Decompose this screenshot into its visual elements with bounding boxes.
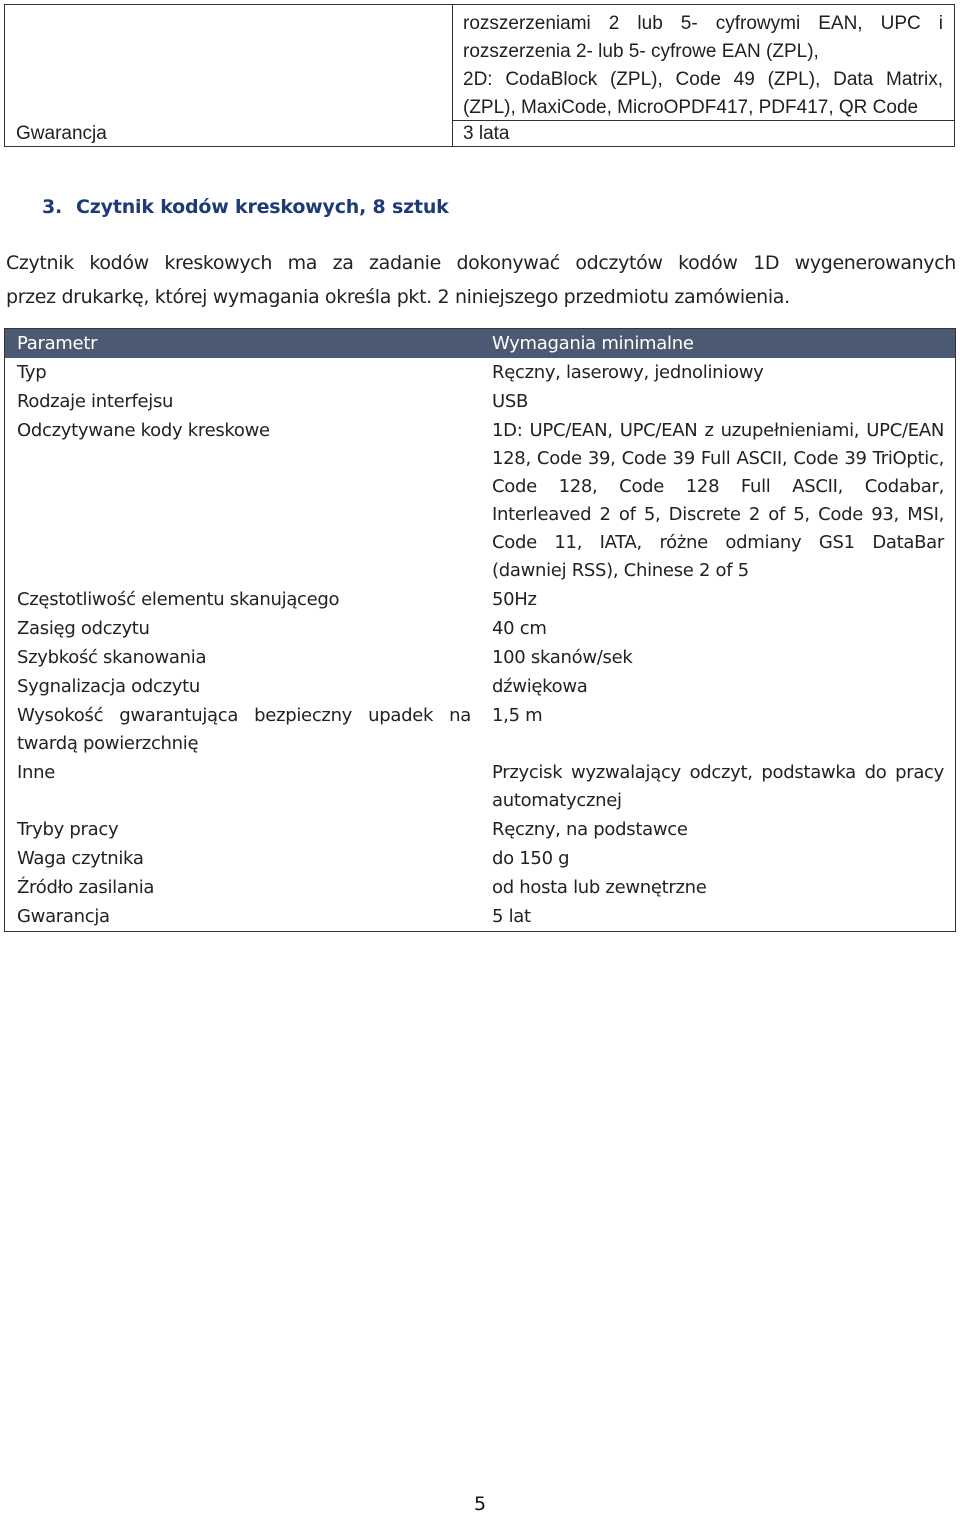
continuation-line: rozszerzeniami 2 lub 5- cyfrowymi EAN, UPC i: [463, 13, 943, 34]
table-header: [5, 329, 955, 358]
requirement-cell: Przycisk wyzwalający odczyt, podstawka do pracy automatycznej: [492, 762, 944, 811]
barcode-list-continuation: [463, 10, 943, 122]
requirement-cell: do 150 g: [492, 848, 570, 869]
intro-line: Czytnik kodów kreskowych ma za zadanie dokonywać odczytów kodów 1D wygenerowanych: [6, 252, 956, 274]
table-row: [5, 873, 955, 902]
continuation-line: 2D: CodaBlock (ZPL), Code 49 (ZPL), Data Matrix,: [463, 69, 943, 90]
table-row: [5, 672, 955, 701]
guarantee-label: Gwarancja: [16, 123, 107, 144]
param-cell: Gwarancja: [17, 906, 110, 927]
table-row: [5, 902, 955, 931]
guarantee-value: 3 lata: [463, 123, 510, 144]
requirement-cell: od hosta lub zewnętrzne: [492, 877, 707, 898]
param-cell: Źródło zasilania: [17, 877, 155, 898]
header-requirements: Wymagania minimalne: [492, 333, 694, 354]
requirement-cell: 40 cm: [492, 618, 547, 639]
param-cell: Tryby pracy: [17, 819, 119, 840]
param-cell: Szybkość skanowania: [17, 647, 207, 668]
requirement-cell: dźwiękowa: [492, 676, 588, 697]
param-cell: Wysokość gwarantująca bezpieczny upadek na twardą powierzchnię: [17, 705, 471, 754]
section-heading: [42, 196, 449, 218]
table-row: [5, 758, 955, 815]
requirement-cell: Ręczny, laserowy, jednoliniowy: [492, 362, 764, 383]
requirement-cell: 100 skanów/sek: [492, 647, 633, 668]
continuation-line: rozszerzenia 2- lub 5- cyfrowe EAN (ZPL),: [463, 41, 819, 62]
requirement-cell: 1,5 m: [492, 705, 543, 726]
page-number: 5: [473, 1493, 487, 1515]
param-cell: Inne: [17, 762, 55, 783]
table-row: [5, 585, 955, 614]
section-intro: [6, 246, 956, 314]
column-divider: [452, 5, 453, 146]
requirement-cell: USB: [492, 391, 529, 412]
requirement-cell: Ręczny, na podstawce: [492, 819, 688, 840]
param-cell: Typ: [17, 362, 47, 383]
table-row: [5, 614, 955, 643]
requirement-cell: 1D: UPC/EAN, UPC/EAN z uzupełnieniami, UPC/EAN 128, Code 39, Code 39 Full ASCII, Code 39 TriOptic, Code 128, Code 128 Full ASCII, Codabar, Interleaved 2 of 5, Discrete 2 of 5, Code 93, MSI, Code 11, IATA, różne odmiany GS1 DataBar (dawniej RSS), Chinese 2 of 5: [492, 420, 944, 581]
previous-spec-table: [4, 4, 955, 147]
table-row: [5, 701, 955, 758]
param-cell: Rodzaje interfejsu: [17, 391, 174, 412]
param-cell: Odczytywane kody kreskowe: [17, 420, 270, 441]
table-row: [5, 815, 955, 844]
scanner-spec-table: [4, 328, 956, 932]
intro-line: przez drukarkę, której wymagania określa pkt. 2 niniejszego przedmiotu zamówienia.: [6, 286, 790, 308]
table-row: [5, 416, 955, 585]
header-param: Parametr: [17, 333, 98, 354]
param-cell: Częstotliwość elementu skanującego: [17, 589, 340, 610]
table-row: [5, 643, 955, 672]
requirement-cell: 50Hz: [492, 589, 537, 610]
param-cell: Zasięg odczytu: [17, 618, 150, 639]
table-row: [5, 358, 955, 387]
section-number: 3.: [42, 196, 63, 218]
table-row: [5, 844, 955, 873]
param-cell: Sygnalizacja odczytu: [17, 676, 200, 697]
section-title: Czytnik kodów kreskowych, 8 sztuk: [76, 196, 449, 218]
param-cell: Waga czytnika: [17, 848, 144, 869]
requirement-cell: 5 lat: [492, 906, 531, 927]
table-row: [5, 387, 955, 416]
continuation-line: (ZPL), MaxiCode, MicroOPDF417, PDF417, QR Code: [463, 97, 919, 118]
